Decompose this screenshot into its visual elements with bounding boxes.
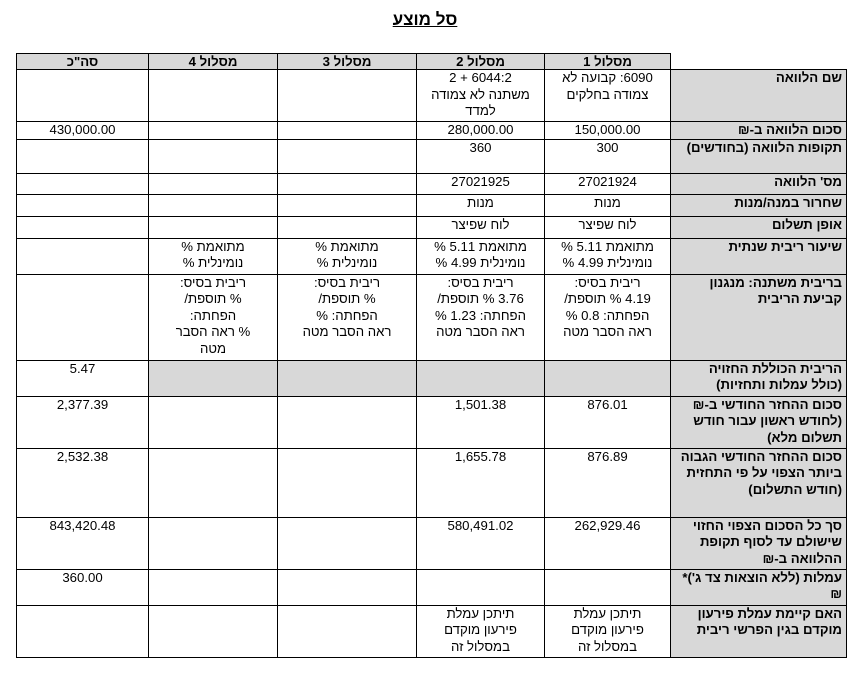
row-label: הריבית הכוללת החזויה (כולל עמלות ותחזיות) [671,360,847,396]
row-label: שם הלוואה [671,70,847,122]
track-4-cell [149,605,278,657]
track-2-cell: תיתכן עמלת פירעון מוקדם במסלול זה [417,605,545,657]
track-2-cell [417,569,545,605]
total-cell: 430,000.00 [17,122,149,140]
track-3-cell [278,173,417,194]
header-track-2: מסלול 2 [417,54,545,70]
row-label: האם קיימת עמלת פירעון מוקדם בגין הפרשי ריבית [671,605,847,657]
track-3-cell [278,605,417,657]
track-3-cell [278,517,417,569]
track-1-cell: 6090: קבועה לא צמודה בחלקים [545,70,671,122]
track-4-cell [149,396,278,448]
total-cell [17,70,149,122]
track-2-cell: 1,655.78 [417,448,545,517]
table-row [17,139,847,173]
track-2-cell: 580,491.02 [417,517,545,569]
track-2-cell: מנות [417,194,545,216]
track-4-cell [149,139,278,173]
table-row [17,70,847,122]
track-3-cell [278,569,417,605]
row-label: סכום ההחזר החודשי הגבוה ביותר הצפוי על פי התחזית (חודש התשלום) [671,448,847,517]
track-2-cell: לוח שפיצר [417,216,545,238]
total-cell [17,173,149,194]
header-blank [671,54,847,70]
track-1-cell: ריבית בסיס: 4.19 % תוספת/ הפחתה: 0.8 % ראה הסבר מטה [545,274,671,360]
offer-table [16,53,847,658]
track-2-cell: 360 [417,139,545,173]
header-track-1: מסלול 1 [545,54,671,70]
track-1-cell: לוח שפיצר [545,216,671,238]
track-1-cell: 300 [545,139,671,173]
total-cell [17,194,149,216]
header-row [17,54,847,70]
track-4-cell [149,569,278,605]
total-cell: 360.00 [17,569,149,605]
table-row [17,238,847,274]
track-1-cell: 876.89 [545,448,671,517]
track-1-cell: 876.01 [545,396,671,448]
row-label: מס' הלוואה [671,173,847,194]
track-2-cell: 1,501.38 [417,396,545,448]
track-4-cell [149,173,278,194]
table-row [17,216,847,238]
track-3-cell [278,194,417,216]
track-4-cell [149,194,278,216]
total-cell [17,605,149,657]
total-cell: 5.47 [17,360,149,396]
table-row [17,605,847,657]
track-2-cell: 6044:2 + 2 משתנה לא צמודה למדד [417,70,545,122]
track-3-cell: ריבית בסיס: % תוספת/ הפחתה: % ראה הסבר מטה [278,274,417,360]
track-4-cell [149,216,278,238]
table-row [17,569,847,605]
track-3-cell [278,139,417,173]
track-2-cell: 280,000.00 [417,122,545,140]
total-cell: 2,377.39 [17,396,149,448]
table-row [17,360,847,396]
table-row [17,122,847,140]
row-label: סכום הלוואה ב-₪ [671,122,847,140]
track-4-cell [149,70,278,122]
total-cell: 843,420.48 [17,517,149,569]
row-label: אופן תשלום [671,216,847,238]
track-2-cell: מתואמת 5.11 % נומינלית 4.99 % [417,238,545,274]
track-4-cell [149,360,278,396]
track-3-cell [278,448,417,517]
row-label: סך כל הסכום הצפוי החזוי שישולם עד לסוף תקופת ההלוואה ב-₪ [671,517,847,569]
total-cell [17,216,149,238]
track-3-cell [278,360,417,396]
track-3-cell [278,122,417,140]
track-1-cell [545,360,671,396]
table-row [17,194,847,216]
table-row [17,517,847,569]
track-3-cell: מתואמת % נומינלית % [278,238,417,274]
track-4-cell: מתואמת % נומינלית % [149,238,278,274]
track-4-cell [149,122,278,140]
table-row [17,396,847,448]
row-label: עמלות (ללא הוצאות צד ג')* ₪ [671,569,847,605]
row-label: תקופות הלוואה (בחודשים) [671,139,847,173]
track-4-cell: ריבית בסיס: % תוספת/ הפחתה: % ראה הסבר מטה [149,274,278,360]
total-cell: 2,532.38 [17,448,149,517]
track-4-cell [149,448,278,517]
track-2-cell [417,360,545,396]
header-track-3: מסלול 3 [278,54,417,70]
track-2-cell: 27021925 [417,173,545,194]
track-3-cell [278,216,417,238]
page-title: סל מוצע [392,10,458,29]
row-label: שיעור ריבית שנתית [671,238,847,274]
table-row [17,274,847,360]
table-row [17,173,847,194]
track-1-cell: 262,929.46 [545,517,671,569]
row-label: סכום ההחזר החודשי ב-₪ (לחודש ראשון עבור חודש תשלום מלא) [671,396,847,448]
row-label: שחרור במנה/מנות [671,194,847,216]
total-cell [17,274,149,360]
track-3-cell [278,70,417,122]
header-track-4: מסלול 4 [149,54,278,70]
track-1-cell: תיתכן עמלת פירעון מוקדם במסלול זה [545,605,671,657]
track-1-cell: מתואמת 5.11 % נומינלית 4.99 % [545,238,671,274]
total-cell [17,238,149,274]
track-2-cell: ריבית בסיס: 3.76 % תוספת/ הפחתה: 1.23 % ראה הסבר מטה [417,274,545,360]
track-1-cell: מנות [545,194,671,216]
track-1-cell: 27021924 [545,173,671,194]
row-label: בריבית משתנה: מנגנון קביעת הריבית [671,274,847,360]
track-1-cell [545,569,671,605]
track-1-cell: 150,000.00 [545,122,671,140]
table-row [17,448,847,517]
header-total: סה"כ [17,54,149,70]
track-4-cell [149,517,278,569]
track-3-cell [278,396,417,448]
total-cell [17,139,149,173]
